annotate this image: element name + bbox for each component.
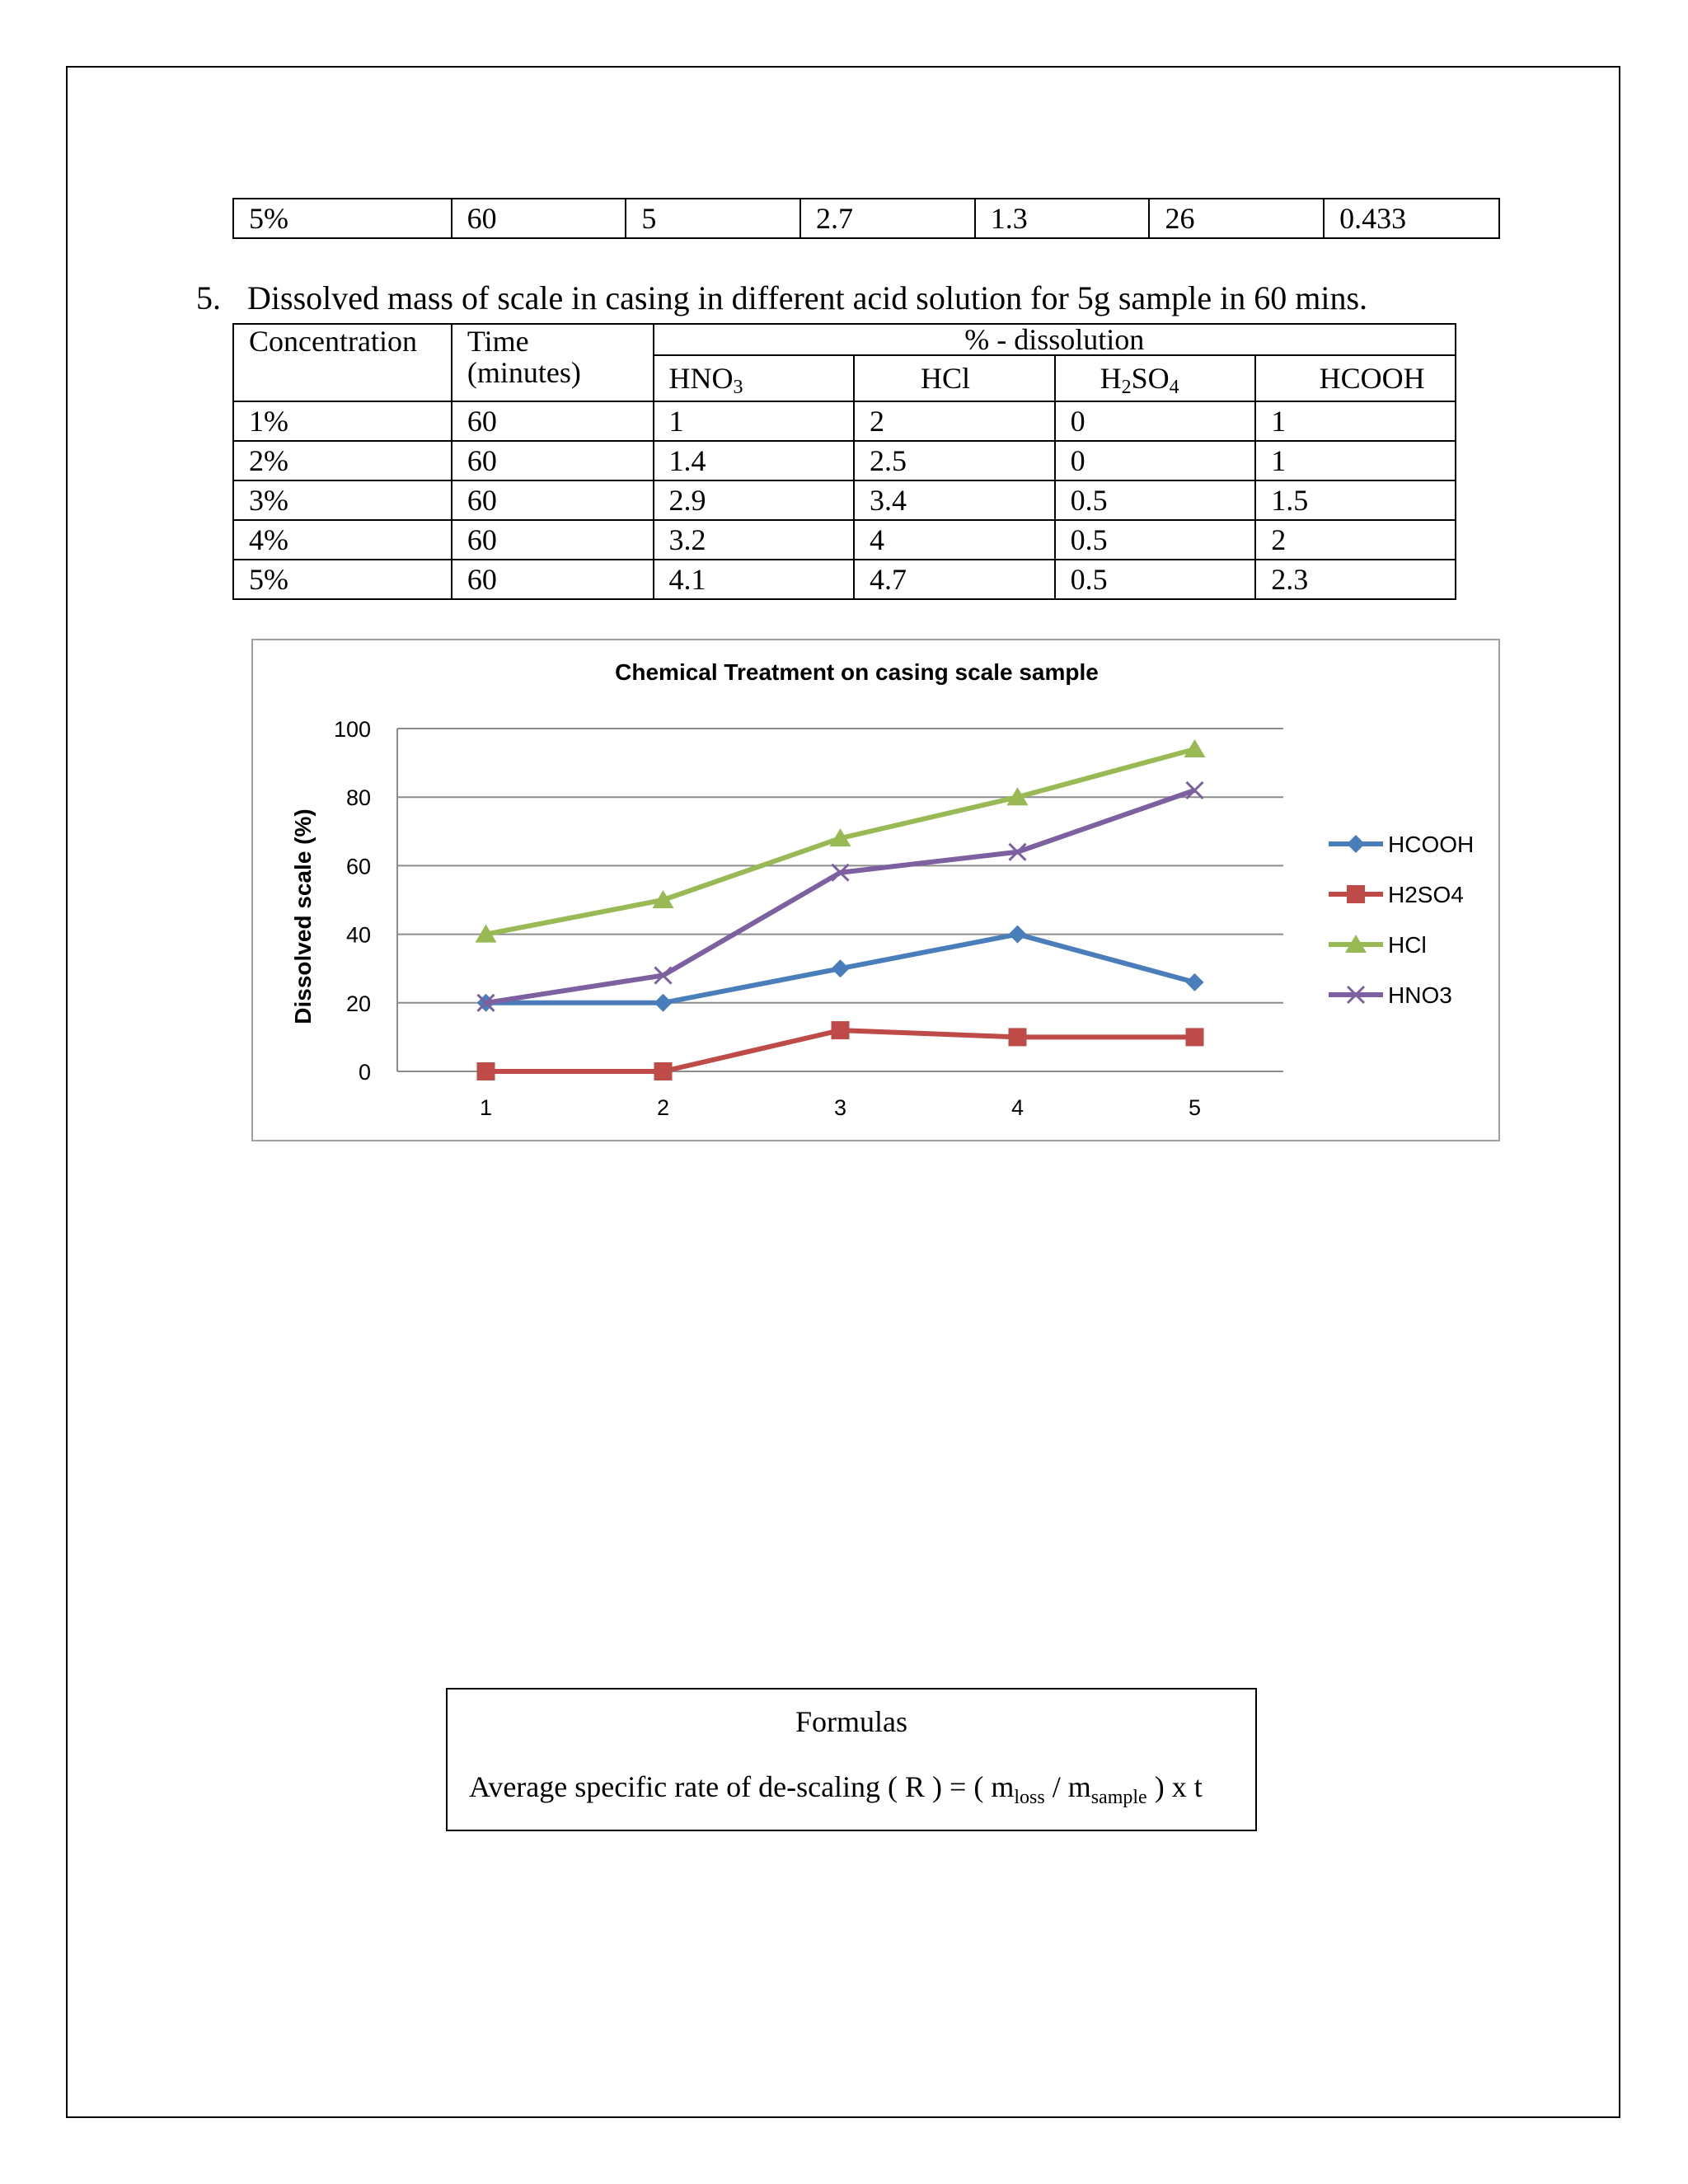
chart-title: Chemical Treatment on casing scale sample xyxy=(615,659,1099,685)
y-axis-label: Dissolved scale (%) xyxy=(290,808,316,1024)
acid-sub: 3 xyxy=(733,377,743,398)
section-number: 5. xyxy=(196,279,221,316)
table-cell: 2.3 xyxy=(1255,560,1456,599)
table-cell: 3.4 xyxy=(854,480,1055,520)
table-cell: 0.5 xyxy=(1055,520,1256,560)
formula-prefix: Average specific rate of de-scaling ( R ) = ( m xyxy=(469,1770,1015,1803)
data-point-h2so4 xyxy=(1186,1028,1204,1046)
table-cell: 60 xyxy=(452,441,654,480)
data-point-h2so4 xyxy=(477,1062,495,1080)
table-cell: 2 xyxy=(854,401,1055,441)
table-cell: 0 xyxy=(1055,441,1256,480)
table-cell: 1 xyxy=(654,401,854,441)
header-acid-h2so4 xyxy=(1055,355,1256,401)
table-cell: 60 xyxy=(452,401,654,441)
previous-table-last-row xyxy=(232,198,1500,239)
data-point-hcl xyxy=(1184,739,1206,757)
x-tick-label: 3 xyxy=(833,1095,847,1120)
data-point-h2so4 xyxy=(654,1062,673,1080)
table-row xyxy=(233,199,1499,238)
table-cell: 1.4 xyxy=(654,441,854,480)
x-tick-label: 1 xyxy=(479,1095,493,1120)
formula-sub-sample: sample xyxy=(1090,1787,1147,1808)
legend-label: HCl xyxy=(1388,932,1427,958)
legend-label: HNO3 xyxy=(1388,982,1452,1008)
line-chart xyxy=(251,639,1500,1141)
table-cell: 0.5 xyxy=(1055,560,1256,599)
section-heading xyxy=(196,279,1367,317)
x-tick-label: 4 xyxy=(1010,1095,1025,1120)
header-acid-hcl xyxy=(854,355,1055,401)
table-cell: 5% xyxy=(233,199,452,238)
acid-sub: 2 xyxy=(1121,377,1132,398)
y-tick-label: 40 xyxy=(345,922,371,948)
table-cell: 1 xyxy=(1255,401,1456,441)
header-concentration: Concentration xyxy=(233,324,452,401)
y-tick-label: 20 xyxy=(345,991,371,1016)
formula-suffix: ) x t xyxy=(1146,1770,1203,1803)
x-tick-label: 2 xyxy=(656,1095,670,1120)
table-row xyxy=(233,520,1456,560)
table-cell: 4.7 xyxy=(854,560,1055,599)
section-title: Dissolved mass of scale in casing in different acid solution for 5g sample in 60 mins. xyxy=(247,279,1368,316)
y-tick-label: 0 xyxy=(358,1060,371,1085)
table-cell: 2.7 xyxy=(800,199,975,238)
acid-base: HNO xyxy=(668,362,734,395)
table-cell: 1.5 xyxy=(1255,480,1456,520)
table-cell: 3% xyxy=(233,480,452,520)
table-row xyxy=(233,441,1456,480)
data-point-h2so4 xyxy=(1009,1028,1027,1046)
legend-label: HCOOH xyxy=(1388,832,1475,857)
table-header-row xyxy=(233,324,1456,355)
table-cell: 2.9 xyxy=(654,480,854,520)
table-cell: 60 xyxy=(452,560,654,599)
acid-base: HCl xyxy=(920,362,970,395)
table-cell: 4% xyxy=(233,520,452,560)
table-cell: 0.5 xyxy=(1055,480,1256,520)
header-acid-hno3 xyxy=(654,355,854,401)
header-time xyxy=(452,324,654,401)
descaling-formula xyxy=(469,1769,1203,1808)
legend-label: H2SO4 xyxy=(1388,882,1464,907)
table-cell: 0 xyxy=(1055,401,1256,441)
data-point-hcooh xyxy=(1186,973,1204,991)
acid-base: H xyxy=(1100,362,1122,395)
legend-marker-icon xyxy=(1347,885,1365,903)
table-cell: 2.5 xyxy=(854,441,1055,480)
header-time-line1: Time xyxy=(467,325,529,358)
table-row xyxy=(233,480,1456,520)
data-point-h2so4 xyxy=(832,1021,850,1039)
acid-tail: SO xyxy=(1131,362,1170,395)
x-tick-label: 5 xyxy=(1188,1095,1202,1120)
table-cell: 5 xyxy=(626,199,800,238)
legend-marker-icon xyxy=(1347,835,1365,853)
data-point-hcooh xyxy=(832,959,850,977)
table-cell: 5% xyxy=(233,560,452,599)
table-cell: 0.433 xyxy=(1324,199,1499,238)
chart-canvas xyxy=(253,640,1498,1140)
header-time-line2: (minutes) xyxy=(467,356,581,389)
table-cell: 4 xyxy=(854,520,1055,560)
y-tick-label: 60 xyxy=(345,854,371,879)
table-cell: 60 xyxy=(452,480,654,520)
table-cell: 4.1 xyxy=(654,560,854,599)
table-row xyxy=(233,401,1456,441)
formula-sub-loss: loss xyxy=(1014,1787,1045,1808)
data-point-hcooh xyxy=(1009,926,1027,944)
y-tick-label: 100 xyxy=(333,717,371,742)
acid-sub: 4 xyxy=(1169,377,1179,398)
header-dissolution-group: % - dissolution xyxy=(654,324,1456,355)
table-row xyxy=(233,560,1456,599)
table-cell: 26 xyxy=(1149,199,1324,238)
table-cell: 1 xyxy=(1255,441,1456,480)
table-cell: 3.2 xyxy=(654,520,854,560)
table-cell: 1% xyxy=(233,401,452,441)
table-cell: 2% xyxy=(233,441,452,480)
data-point-hcooh xyxy=(654,994,673,1012)
table-cell: 1.3 xyxy=(975,199,1150,238)
formulas-title: Formulas xyxy=(795,1705,907,1738)
table-cell: 2 xyxy=(1255,520,1456,560)
header-acid-hcooh: HCOOH xyxy=(1255,355,1456,401)
y-tick-label: 80 xyxy=(345,785,371,811)
dissolution-table xyxy=(232,323,1456,600)
table-cell: 60 xyxy=(452,199,626,238)
formula-mid: / m xyxy=(1044,1770,1091,1803)
table-cell: 60 xyxy=(452,520,654,560)
formulas-box xyxy=(446,1688,1257,1831)
